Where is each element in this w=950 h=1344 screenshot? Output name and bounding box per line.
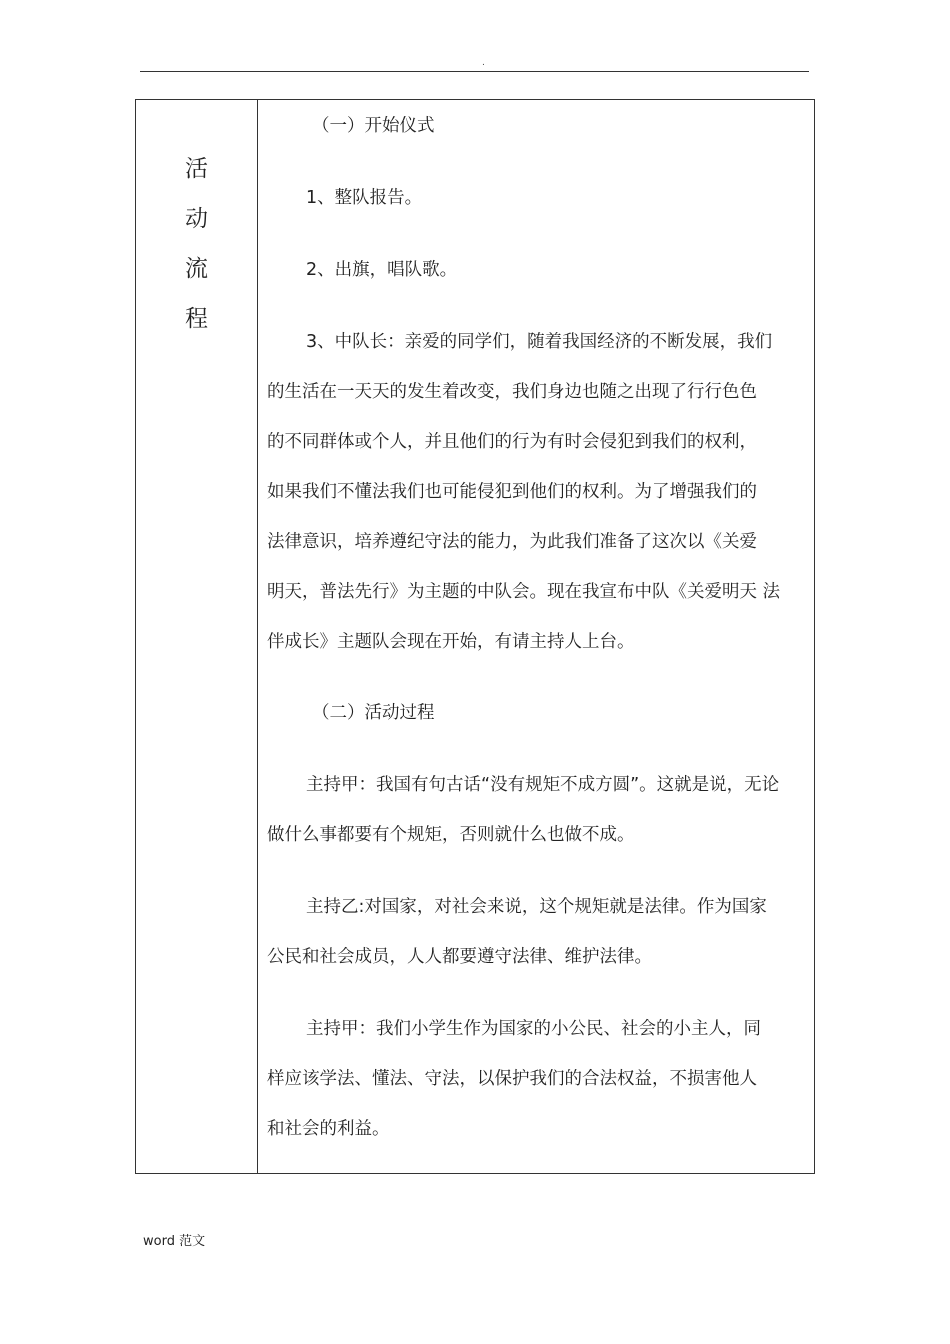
section-heading: （一）开始仪式: [312, 116, 435, 136]
content-line: 2、出旗，唱队歌。: [306, 260, 458, 280]
label-char: 流: [185, 256, 208, 282]
content-line: 和社会的利益。: [267, 1119, 390, 1139]
label-char: 活: [185, 156, 208, 182]
column-divider: [257, 100, 258, 1173]
content-line: 如果我们不懂法我们也可能侵犯到他们的权利。为了增强我们的: [267, 482, 757, 502]
header-rule: [140, 71, 809, 72]
content-line: 伴成长》主题队会现在开始，有请主持人上台。: [267, 632, 635, 652]
section-heading: （二）活动过程: [312, 703, 435, 723]
content-line: 的不同群体或个人，并且他们的行为有时会侵犯到我们的权利，: [267, 432, 757, 452]
content-line: 主持乙:对国家，对社会来说，这个规矩就是法律。作为国家: [306, 897, 767, 917]
content-line: 主持甲：我们小学生作为国家的小公民、社会的小主人，同: [306, 1019, 761, 1039]
content-line: 公民和社会成员，人人都要遵守法律、维护法律。: [267, 947, 652, 967]
content-line: 明天，普法先行》为主题的中队会。现在我宣布中队《关爱明天 法: [267, 582, 781, 602]
content-line: 3、中队长：亲爱的同学们，随着我国经济的不断发展，我们: [306, 332, 773, 352]
label-column: [136, 100, 257, 1173]
label-char: 程: [185, 306, 208, 332]
content-column: [267, 100, 812, 1173]
footer-text: word 范文: [143, 1234, 206, 1249]
content-line: 的生活在一天天的发生着改变，我们身边也随之出现了行行色色: [267, 382, 757, 402]
content-line: 法律意识，培养遵纪守法的能力，为此我们准备了这次以《关爱: [267, 532, 757, 552]
header-mark: .: [482, 58, 485, 68]
content-line: 主持甲：我国有句古话“没有规矩不成方圆”。这就是说，无论: [306, 775, 780, 795]
content-line: 做什么事都要有个规矩，否则就什么也做不成。: [267, 825, 635, 845]
label-char: 动: [185, 206, 208, 232]
content-line: 样应该学法、懂法、守法，以保护我们的合法权益，不损害他人: [267, 1069, 757, 1089]
activity-table: [135, 99, 815, 1174]
content-line: 1、整队报告。: [306, 188, 423, 208]
